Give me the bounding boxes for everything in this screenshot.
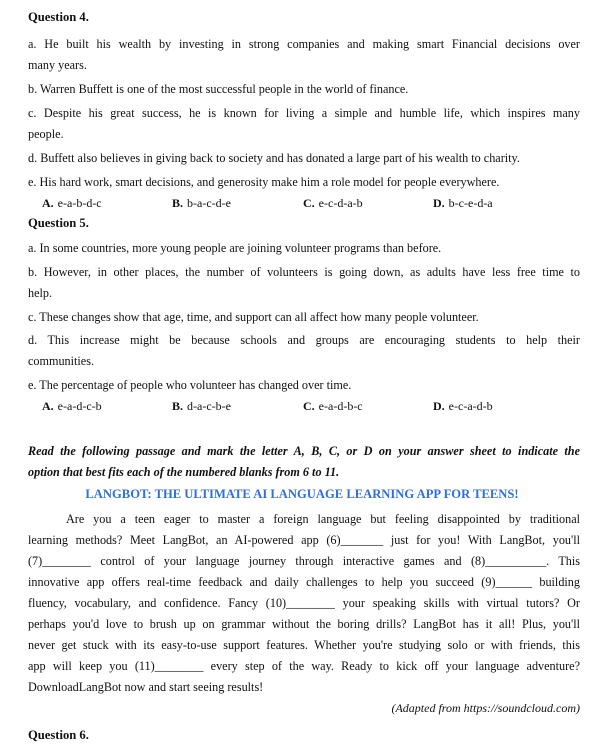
question-6-title: Question 6.	[28, 728, 89, 742]
q4-sentence-b: b. Warren Buffett is one of the most successful people in the world of finance.	[28, 82, 409, 96]
q5-sentence-b-line1: b. However, in other places, the number of volunteers is going down, as adults have less free time to	[28, 265, 580, 279]
passage-source: (Adapted from https://soundcloud.com)	[391, 701, 580, 715]
passage-line-9: DownloadLangBot now and start seeing results!	[28, 680, 264, 694]
passage-line-2: learning methods? Meet LangBot, an AI-powered app (6)_______ just for you! With LangBot, you'll	[28, 533, 580, 547]
passage-title: LANGBOT: THE ULTIMATE AI LANGUAGE LEARNING APP FOR TEENS!	[85, 487, 519, 501]
q4-sentence-e: e. His hard work, smart decisions, and generosity make him a role model for people everywhere.	[28, 175, 500, 189]
q5-option-a[interactable]: A. e-a-d-c-b	[42, 399, 102, 413]
q5-sentence-c: c. These changes show that age, time, and support can all affect how many people volunteer.	[28, 310, 479, 324]
question-4-title: Question 4.	[28, 10, 89, 24]
question-5-title: Question 5.	[28, 216, 89, 230]
q5-sentence-e: e. The percentage of people who volunteer has changed over time.	[28, 378, 352, 392]
q5-option-d[interactable]: D. e-c-a-d-b	[433, 399, 493, 413]
passage-line-5: fluency, vocabulary, and confidence. Fancy (10)________ your speaking skills with virtual tutors? Or	[28, 596, 580, 610]
passage-line-4: innovative app offers real-time feedback and daily challenges to help you succeed (9)______ building	[28, 575, 580, 589]
q4-option-c[interactable]: C. e-c-d-a-b	[303, 196, 363, 210]
passage-line-6: perhaps you'd love to brush up on grammar without the boring drills? LangBot has it all! Plus, you'll	[28, 617, 580, 631]
passage-line-3: (7)________ control of your language journey through interactive games and (8)__________. This	[28, 554, 580, 568]
q5-sentence-a: a. In some countries, more young people are joining volunteer programs than before.	[28, 241, 442, 255]
q4-sentence-a-line2: many years.	[28, 58, 87, 72]
q4-option-b[interactable]: B. b-a-c-d-e	[172, 196, 231, 210]
passage-line-1: Are you a teen eager to master a foreign language but feeling disappointed by traditional	[66, 512, 580, 526]
q5-sentence-b-line2: help.	[28, 286, 53, 300]
q4-sentence-c-line2: people.	[28, 127, 64, 141]
q5-sentence-d-line1: d. This increase might be because schools and groups are encouraging students to help their	[28, 333, 580, 347]
instruction-line2: option that best fits each of the numbered blanks from 6 to 11.	[28, 465, 340, 479]
q4-option-d[interactable]: D. b-c-e-d-a	[433, 196, 493, 210]
q5-option-b[interactable]: B. d-a-c-b-e	[172, 399, 231, 413]
q4-sentence-d: d. Buffett also believes in giving back to society and has donated a large part of his wealth to charity.	[28, 151, 520, 165]
instruction-line1: Read the following passage and mark the letter A, B, C, or D on your answer sheet to indicate the	[28, 444, 580, 458]
q5-option-c[interactable]: C. e-a-d-b-c	[303, 399, 363, 413]
passage-line-7: never get stuck with its easy-to-use support features. Whether you're studying solo or with friends, this	[28, 638, 580, 652]
q4-sentence-c-line1: c. Despite his great success, he is known for living a simple and humble life, which inspires many	[28, 106, 580, 120]
q4-sentence-a-line1: a. He built his wealth by investing in strong companies and making smart Financial decisions over	[28, 37, 580, 51]
passage-line-8: app will keep you (11)________ every step of the way. Ready to kick off your language adventure?	[28, 659, 580, 673]
q4-option-a[interactable]: A. e-a-b-d-c	[42, 196, 102, 210]
q5-sentence-d-line2: communities.	[28, 354, 95, 368]
